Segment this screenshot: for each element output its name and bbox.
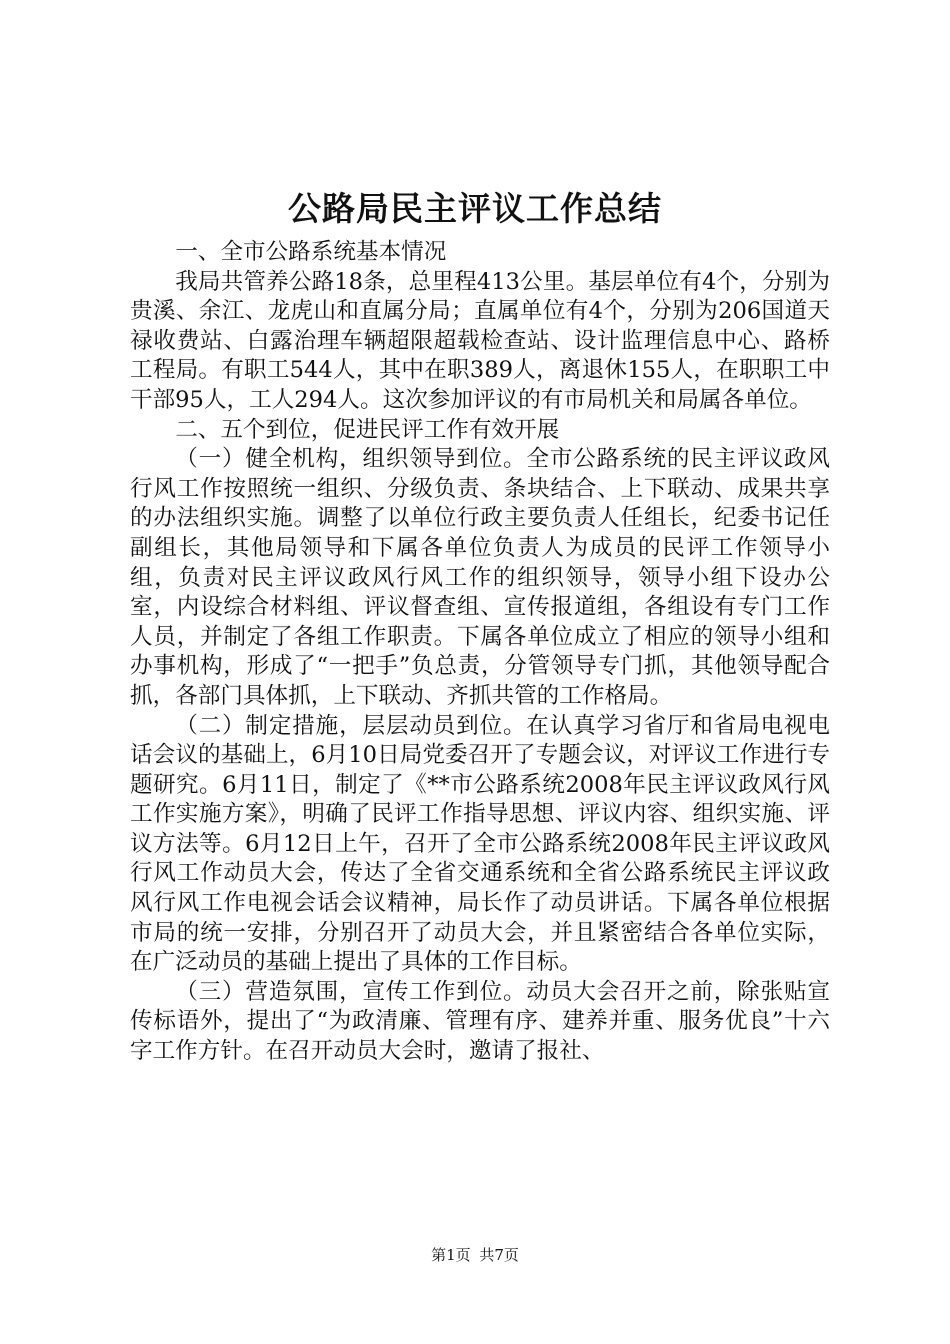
paragraph-item-1: （一）健全机构，组织领导到位。全市公路系统的民主评议政风行风工作按照统一组织、分级负责、条块结合、上下联动、成果共享的办法组织实施。调整了以单位行政主要负责人任组长，纪委书记任副组长，其他局领导和下属各单位负责人为成员的民评工作领导小组，负责对民主评议政风行风工作的组织领导，领导小组下设办公室，内设综合材料组、评议督查组、宣传报道组，各组设有专门工作人员，并制定了各组工作职责。下属各单位成立了相应的领导小组和办事机构，形成了“一把手”负总责，分管领导专门抓，其他领导配合抓，各部门具体抓，上下联动、齐抓共管的工作格局。 — [130, 446, 830, 709]
section-heading-2: 二、五个到位，促进民评工作有效开展 — [175, 416, 560, 443]
page-total: 共7页 — [479, 1246, 519, 1264]
paragraph-basic-info: 我局共管养公路18条，总里程413公里。基层单位有4个，分别为贵溪、余江、龙虎山和直属分局；直属单位有4个，分别为206国道天禄收费站、白露治理车辆超限超载检查站、设计监理信息中心、路桥工程局。有职工544人，其中在职389人，离退休155人，在职职工中干部95人，工人294人。这次参加评议的有市局机关和局属各单位。 — [130, 268, 830, 413]
document-body — [130, 238, 830, 1067]
paragraph-item-2: （二）制定措施，层层动员到位。在认真学习省厅和省局电视电话会议的基础上，6月10日局党委召开了专题会议，对评议工作进行专题研究。6月11日，制定了《**市公路系统2008年民主评议政风行风工作实施方案》，明确了民评工作指导思想、评议内容、组织实施、评议方法等。6月12日上午，召开了全市公路系统2008年民主评议政风行风工作动员大会，传达了全省交通系统和全省公路系统民主评议政风行风工作电视会话会议精神，局长作了动员讲话。下属各单位根据市局的统一安排，分别召开了动员大会，并且紧密结合各单位实际，在广泛动员的基础上提出了具体的工作目标。 — [130, 712, 830, 976]
page-footer — [0, 1245, 950, 1265]
paragraph-item-3: （三）营造氛围，宣传工作到位。动员大会召开之前，除张贴宣传标语外，提出了“为政清廉、管理有序、建养并重、服务优良”十六字工作方针。在召开动员大会时，邀请了报社、 — [130, 978, 830, 1065]
page-number: 第1页 — [431, 1246, 471, 1264]
document-title: 公路局民主评议工作总结 — [288, 189, 662, 228]
section-heading-1: 一、全市公路系统基本情况 — [175, 239, 447, 265]
